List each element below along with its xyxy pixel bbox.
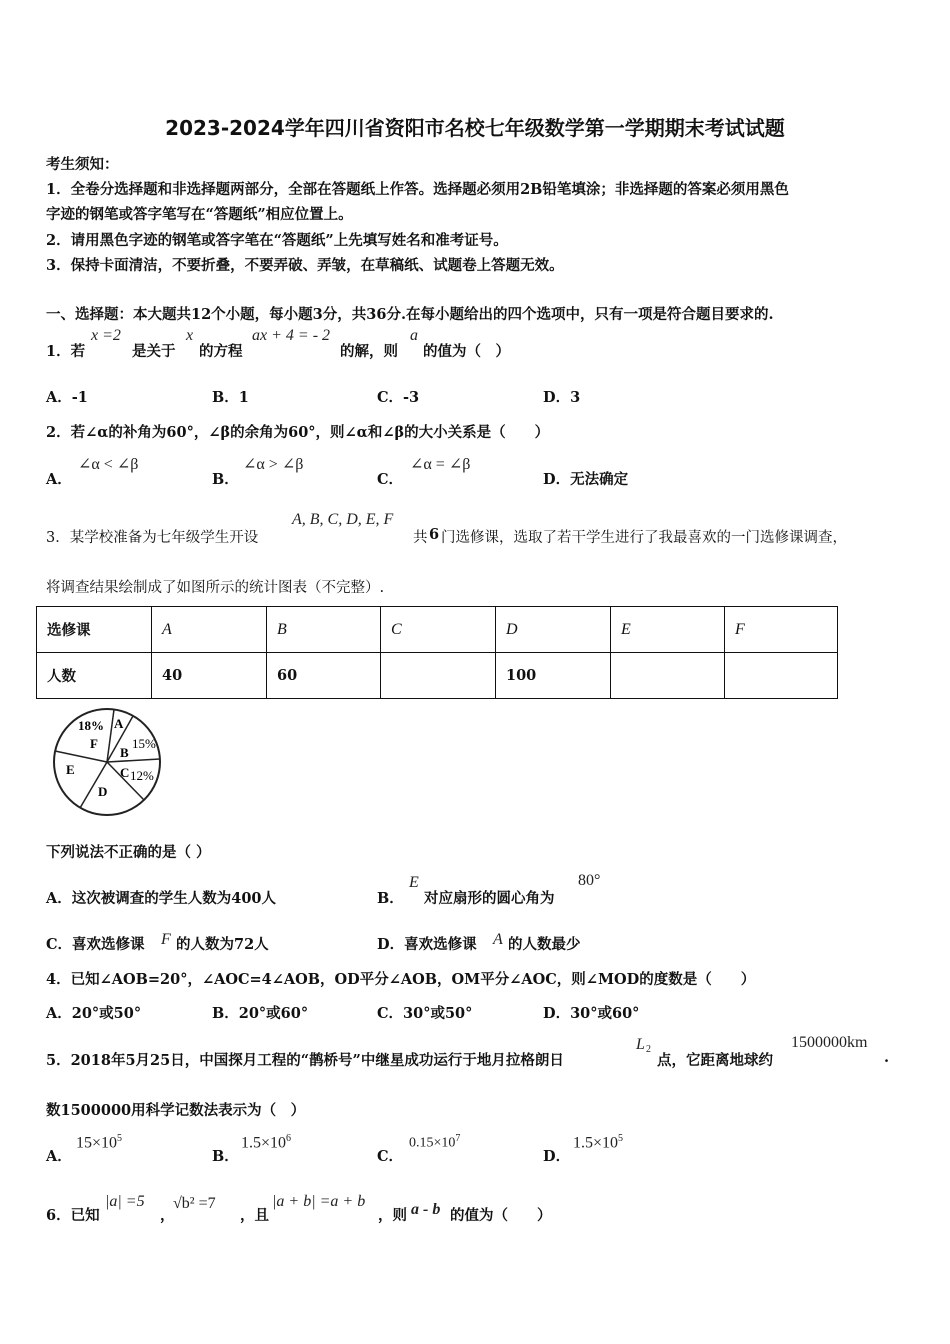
q3-option-d-text: 的人数最少 (508, 936, 581, 953)
q2-label-d: D．无法确定 (543, 471, 629, 488)
q5-text-3: . (884, 1049, 890, 1066)
q6-comma: ， (160, 1207, 175, 1224)
page-title: 2023-2024学年四川省资阳市名校七年级数学第一学期期末考试试题 (165, 116, 785, 140)
q5-math-l: L (636, 1036, 645, 1053)
notice-line-3: 2．请用黑色字迹的钢笔或答字笔在“答题纸”上先填写姓名和准考证号。 (46, 232, 508, 249)
pie-label-a: A (114, 716, 124, 731)
q1-math-1: x =2 (91, 327, 121, 344)
table-cell: 人数 (37, 653, 152, 699)
q3-option-b-label: B． (377, 890, 404, 907)
q3-text-2: 共 (413, 530, 428, 546)
q3-option-c-math: F (161, 931, 171, 948)
q5-label-c: C． (377, 1148, 404, 1165)
q1-text-1: 1．若 (46, 343, 86, 360)
pie-label-b: B (120, 745, 129, 760)
q3-option-c-text: 的人数为72人 (176, 936, 269, 953)
q6-text-3: ，则 (378, 1207, 407, 1224)
table-row (37, 607, 838, 653)
pie-label-f-percent: 18% (78, 718, 104, 733)
q1-option-b: B．1 (212, 389, 249, 406)
q6-text-1: 6．已知 (46, 1207, 100, 1224)
notice-line-4: 3．保持卡面清洁，不要折叠，不要弄破、弄皱，在草稿纸、试题卷上答题无效。 (46, 257, 564, 274)
table-cell: E (611, 607, 725, 653)
q5-math-l-sub: 2 (646, 1044, 651, 1055)
q4-option-c: C．30°或50° (377, 1005, 473, 1022)
table-row (37, 653, 838, 699)
q5-text-1: 5．2018年5月25日，中国探月工程的“鹊桥号”中继星成功运行于地月拉格朗日 (46, 1052, 564, 1069)
table-cell: 100 (496, 653, 611, 699)
table-cell (381, 653, 496, 699)
q2-label-c: C． (377, 471, 404, 488)
q5-math-distance: 1500000km (791, 1034, 868, 1051)
q3-text-1: 3．某学校准备为七年级学生开设 (46, 530, 259, 546)
q5-math-d: $1.5\times 10^5$ (573, 1133, 624, 1152)
q1-text-4: 的解，则 (340, 343, 398, 360)
q5-math-c: $0.15\times 10^7$ (409, 1133, 461, 1151)
q1-text-5: 的值为（ ） (423, 343, 510, 360)
table-cell: 40 (152, 653, 267, 699)
pie-label-c: C (120, 765, 130, 780)
q2-label-b: B． (212, 471, 239, 488)
q6-math-sqrt: √b² =7 (173, 1195, 216, 1212)
pie-label-c-percent: 12% (130, 768, 154, 783)
q3-option-d-math: A (493, 931, 503, 948)
table-cell: C (381, 607, 496, 653)
q5-label-d: D． (543, 1148, 571, 1165)
pie-label-e: E (66, 762, 75, 777)
table-cell (725, 653, 838, 699)
pie-divider (55, 751, 107, 762)
q5-label-b: B． (212, 1148, 239, 1165)
q2-stem: 2．若∠α的补角为60°，∠β的余角为60°，则∠α和∠β的大小关系是（ ） (46, 424, 550, 441)
q3-text-3: 门选修课，选取了若干学生进行了我最喜欢的一门选修课调查， (441, 530, 847, 546)
pie-divider (107, 759, 160, 762)
q2-math-c: ∠α = ∠β (410, 456, 471, 473)
q5-math-a: $15\times 10^5$ (76, 1133, 123, 1152)
q3-question: 下列说法不正确的是（ ） (46, 844, 211, 861)
table-cell (611, 653, 725, 699)
q5-text-2: 点，它距离地球约 (657, 1052, 773, 1069)
q3-option-c-label: C．喜欢选修课 (46, 936, 145, 953)
notice-line-2: 字迹的钢笔或答字笔写在“答题纸”相应位置上。 (46, 206, 353, 223)
survey-table (36, 606, 838, 699)
q3-option-a: A．这次被调查的学生人数为400人 (46, 890, 277, 907)
q1-option-a: A．-1 (46, 389, 88, 406)
notice-line-1: 1．全卷分选择题和非选择题两部分，全部在答题纸上作答。选择题必须用2B铅笔填涂；非选择题的答案必须用黑色 (46, 181, 789, 198)
q4-stem: 4．已知∠AOB=20°，∠AOC=4∠AOB，OD平分∠AOB，OM平分∠AOC，则∠MOD的度数是（ ） (46, 971, 756, 988)
notice-heading: 考生须知： (46, 156, 119, 173)
q6-math-abs-a: |a| =5 (105, 1193, 145, 1210)
q3-option-b-math: E (409, 874, 419, 891)
q6-text-4: 的值为（ ） (450, 1207, 552, 1224)
table-cell: F (725, 607, 838, 653)
q3-text-line2: 将调查结果绘制成了如图所示的统计图表（不完整）. (46, 580, 385, 596)
q1-option-d: D．3 (543, 389, 581, 406)
q4-option-d: D．30°或60° (543, 1005, 640, 1022)
q1-text-2: 是关于 (132, 343, 176, 360)
q2-math-b: ∠α > ∠β (243, 456, 304, 473)
section-heading: 一、选择题：本大题共12个小题，每小题3分，共36分.在每小题给出的四个选项中，只有一项是符合题目要求的. (46, 306, 774, 323)
table-cell: A (152, 607, 267, 653)
q2-label-a: A． (46, 471, 72, 488)
q5-math-b: $1.5\times 10^6$ (241, 1133, 292, 1152)
q2-math-a: ∠α < ∠β (78, 456, 139, 473)
pie-chart-figure (48, 706, 168, 818)
q1-option-c: C．-3 (377, 389, 420, 406)
table-cell: 60 (267, 653, 381, 699)
table-cell: 选修课 (37, 607, 152, 653)
table-cell: D (496, 607, 611, 653)
table-cell: B (267, 607, 381, 653)
q4-option-b: B．20°或60° (212, 1005, 309, 1022)
q6-math-diff: a - b (411, 1201, 441, 1218)
q1-math-3: ax + 4 = - 2 (252, 327, 331, 344)
q3-option-b-text: 对应扇形的圆心角为 (424, 890, 555, 907)
pie-divider (107, 710, 114, 763)
q4-option-a: A．20°或50° (46, 1005, 142, 1022)
q5-text-line2: 数1500000用科学记数法表示为（ ） (46, 1102, 306, 1119)
q6-text-2: ，且 (240, 1207, 269, 1224)
pie-label-f: F (90, 736, 98, 751)
q1-math-2: x (186, 327, 194, 344)
q3-six: 6 (429, 526, 440, 543)
q1-text-3: 的方程 (199, 343, 243, 360)
pie-label-b-percent: 15% (132, 736, 156, 751)
q6-math-condition: |a + b| =a + b (272, 1193, 366, 1210)
q3-math-courses: A, B, C, D, E, F (292, 511, 394, 528)
pie-label-d: D (98, 784, 108, 799)
q1-math-4: a (410, 327, 418, 344)
q3-option-d-label: D．喜欢选修课 (377, 936, 477, 953)
q5-label-a: A． (46, 1148, 72, 1165)
q3-option-b-angle: 80° (578, 872, 601, 889)
